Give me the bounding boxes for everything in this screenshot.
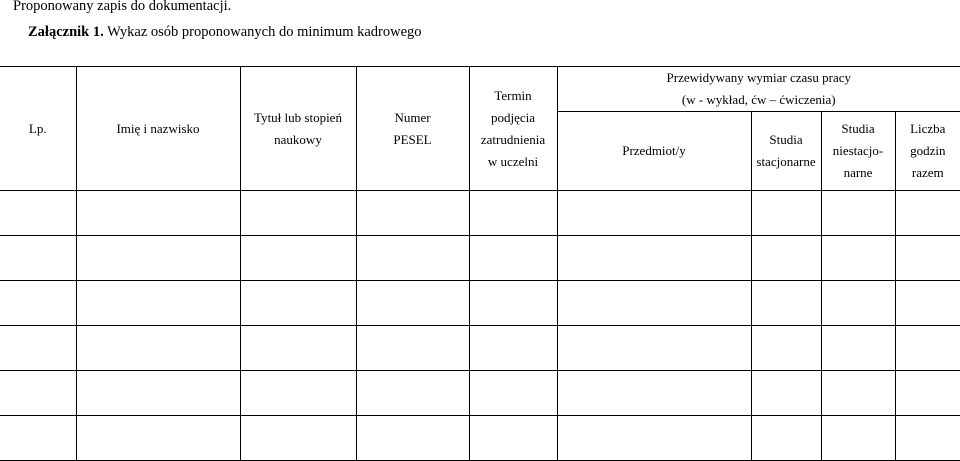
col-parttime-line2: niestacjo- — [822, 140, 895, 162]
table-cell[interactable] — [557, 371, 751, 416]
table-cell[interactable] — [356, 281, 469, 326]
table-cell[interactable] — [76, 371, 240, 416]
table-cell[interactable] — [469, 326, 557, 371]
col-title-line1: Tytuł lub stopień — [241, 107, 356, 129]
col-term-line4: w uczelni — [470, 151, 557, 173]
col-total-line3: razem — [896, 162, 960, 184]
table-cell[interactable] — [895, 371, 960, 416]
table-cell[interactable] — [821, 236, 895, 281]
table-cell[interactable] — [356, 326, 469, 371]
table-cell[interactable] — [240, 416, 356, 461]
table-row — [0, 371, 960, 416]
table-row — [0, 326, 960, 371]
table-cell[interactable] — [751, 191, 821, 236]
col-total-line2: godzin — [896, 140, 960, 162]
table-cell[interactable] — [821, 326, 895, 371]
table-cell[interactable] — [751, 236, 821, 281]
table-cell[interactable] — [240, 236, 356, 281]
intro-text: Proponowany zapis do dokumentacji. — [13, 0, 231, 15]
staff-table — [0, 66, 960, 461]
table-body — [0, 191, 960, 461]
col-pesel-line1: Numer — [357, 107, 469, 129]
attachment-label: Załącznik 1. — [28, 24, 104, 40]
table-cell[interactable] — [557, 281, 751, 326]
table-cell[interactable] — [0, 236, 76, 281]
table-row — [0, 236, 960, 281]
table-cell[interactable] — [240, 326, 356, 371]
table-cell[interactable] — [751, 416, 821, 461]
table-cell[interactable] — [557, 416, 751, 461]
table-cell[interactable] — [0, 191, 76, 236]
col-parttime — [821, 112, 895, 191]
table-cell[interactable] — [895, 281, 960, 326]
table-cell[interactable] — [240, 371, 356, 416]
table-cell[interactable] — [0, 326, 76, 371]
col-workload-line2: (w - wykład, ćw – ćwiczenia) — [558, 89, 960, 111]
col-pesel — [356, 67, 469, 191]
col-term-line1: Termin — [470, 85, 557, 107]
col-term-line3: zatrudnienia — [470, 129, 557, 151]
table-cell[interactable] — [356, 191, 469, 236]
table-cell[interactable] — [557, 191, 751, 236]
table-cell[interactable] — [751, 281, 821, 326]
table-cell[interactable] — [821, 281, 895, 326]
col-title-line2: naukowy — [241, 129, 356, 151]
col-fulltime-line2: stacjonarne — [752, 151, 821, 173]
col-parttime-line1: Studia — [822, 118, 895, 140]
table-cell[interactable] — [557, 326, 751, 371]
attachment-caption — [28, 23, 422, 41]
table-cell[interactable] — [821, 371, 895, 416]
table-cell[interactable] — [240, 191, 356, 236]
table-cell[interactable] — [0, 281, 76, 326]
table-cell[interactable] — [895, 236, 960, 281]
header-row-1 — [0, 67, 960, 112]
table-row — [0, 281, 960, 326]
table-cell[interactable] — [821, 191, 895, 236]
table-cell[interactable] — [0, 416, 76, 461]
table-row — [0, 416, 960, 461]
table-cell[interactable] — [76, 191, 240, 236]
table-cell[interactable] — [751, 371, 821, 416]
col-fulltime — [751, 112, 821, 191]
table-cell[interactable] — [356, 236, 469, 281]
table-cell[interactable] — [469, 191, 557, 236]
table-cell[interactable] — [469, 371, 557, 416]
table-cell[interactable] — [821, 416, 895, 461]
col-term-line2: podjęcia — [470, 107, 557, 129]
attachment-title: Wykaz osób proponowanych do minimum kadrowego — [104, 24, 422, 40]
col-parttime-line3: narne — [822, 162, 895, 184]
table-cell[interactable] — [0, 371, 76, 416]
table-cell[interactable] — [895, 416, 960, 461]
table-cell[interactable] — [356, 371, 469, 416]
col-name: Imię i nazwisko — [76, 67, 240, 191]
table-cell[interactable] — [76, 416, 240, 461]
table-row — [0, 191, 960, 236]
col-subject: Przedmiot/y — [557, 112, 751, 191]
table-cell[interactable] — [751, 326, 821, 371]
table-cell[interactable] — [469, 236, 557, 281]
col-total-line1: Liczba — [896, 118, 960, 140]
col-workload-line1: Przewidywany wymiar czasu pracy — [558, 67, 960, 89]
table-cell[interactable] — [240, 281, 356, 326]
col-fulltime-line1: Studia — [752, 129, 821, 151]
table-cell[interactable] — [356, 416, 469, 461]
table-cell[interactable] — [469, 281, 557, 326]
table-cell[interactable] — [469, 416, 557, 461]
col-lp: Lp. — [0, 67, 76, 191]
col-total — [895, 112, 960, 191]
col-workload-group — [557, 67, 960, 112]
table-cell[interactable] — [76, 326, 240, 371]
table-cell[interactable] — [76, 236, 240, 281]
col-pesel-line2: PESEL — [357, 129, 469, 151]
table-cell[interactable] — [895, 326, 960, 371]
table-cell[interactable] — [557, 236, 751, 281]
table-cell[interactable] — [76, 281, 240, 326]
col-title — [240, 67, 356, 191]
table-cell[interactable] — [895, 191, 960, 236]
col-term — [469, 67, 557, 191]
